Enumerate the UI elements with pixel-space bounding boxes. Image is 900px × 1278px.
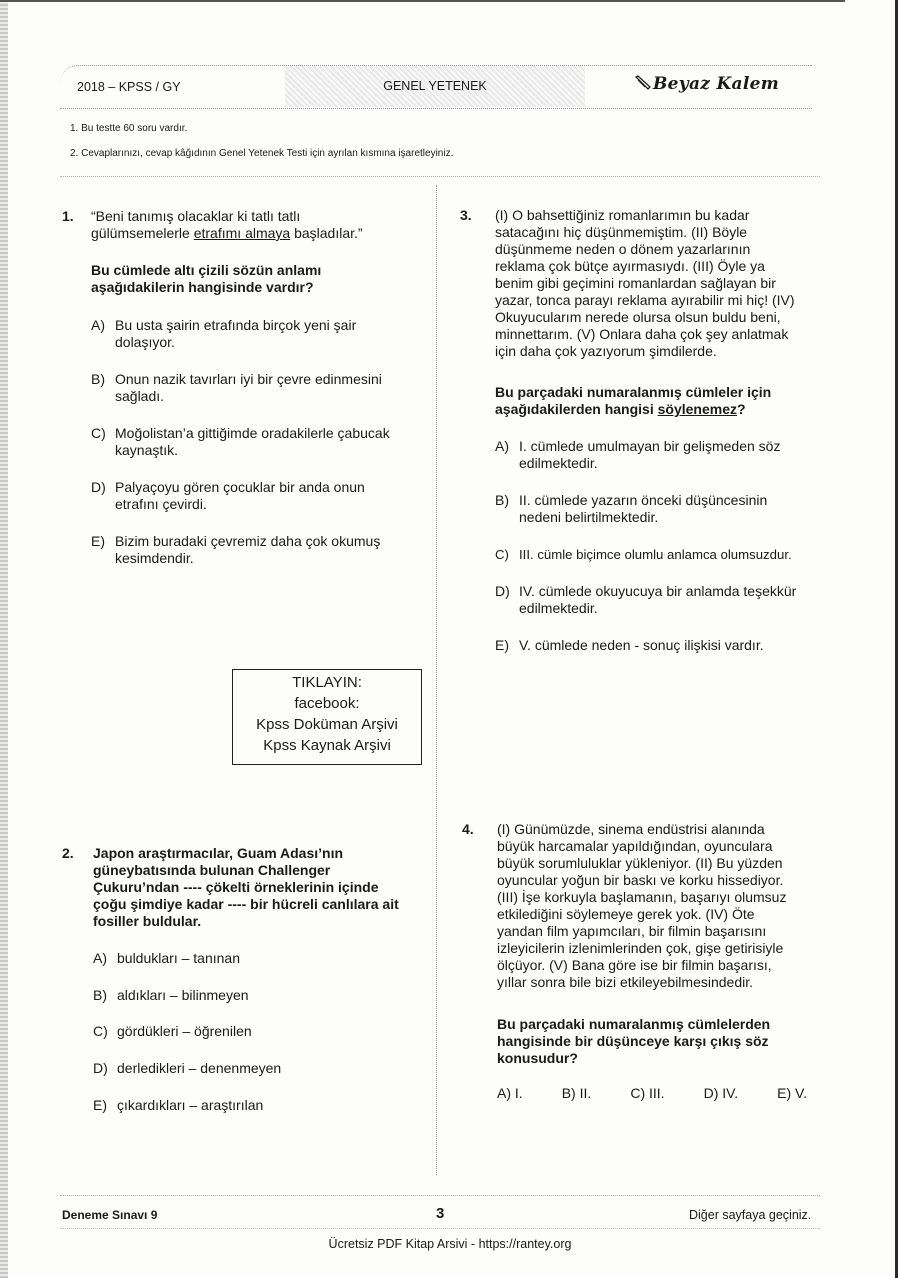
page-number: 3 — [436, 1205, 445, 1222]
question-4-stem: (I) Günümüzde, sinema endüstrisi alanında büyük harcamalar yapıldığından, oyunculara büyük sorumluluklar yükleniyor. (II) Bu yüzden oyuncular yoğun bir baskı ve korku hissediyor. (III) İşe korkuyla başlamanın, başarıyı olumsuz etkilediğini söylemeye gerek yok. (IV) Öte yandan film yapımcıları, bir filmin başarısını izleyicilerin izlenimlerinden çok, gişe getirisiyle ölçüyor. (V) Bana göre ise bir filmin başarısı, yıllar sonra bile bizi etkileyebilmesindedir. — [497, 821, 787, 990]
instruction-divider — [60, 176, 820, 177]
question-3-option-e[interactable]: E) V. cümlede neden - sonuç ilişkisi vardır. — [495, 637, 764, 653]
brand-logo — [635, 74, 779, 94]
instruction-2: 2. Cevaplarınızı, cevap kâğıdının Genel Yetenek Testi için ayrılan kısmına işaretleyiniz. — [70, 148, 454, 159]
pen-icon — [635, 75, 651, 91]
promo-line: Kpss Kaynak Arşivi — [263, 737, 391, 754]
question-2-option-b[interactable]: B) aldıkları – bilinmeyen — [93, 987, 249, 1003]
footer-divider-2 — [60, 1228, 820, 1229]
question-4-option-c[interactable]: C) III. — [630, 1085, 665, 1101]
question-2-option-d[interactable]: D) derledikleri – denenmeyen — [93, 1060, 282, 1076]
question-2-option-e[interactable]: E) çıkardıkları – araştırılan — [93, 1097, 264, 1113]
question-2-option-a[interactable]: A) buldukları – tanınan — [93, 950, 240, 966]
question-2-option-c[interactable]: C) gördükleri – öğrenilen — [93, 1023, 252, 1039]
question-3-option-a[interactable]: A) I. cümlede umulmayan bir gelişmeden söz edilmektedir. — [495, 438, 781, 471]
question-number: 4. — [462, 821, 474, 837]
underlined-phrase: etrafımı almaya — [193, 225, 291, 241]
question-3-option-b[interactable]: B) II. cümlede yazarın önceki düşüncesinin nedeni belirtilmektedir. — [495, 492, 768, 525]
footer-divider — [60, 1195, 820, 1196]
question-number: 2. — [62, 845, 74, 861]
question-number: 3. — [460, 207, 472, 223]
instruction-1: 1. Bu testte 60 soru vardır. — [70, 123, 188, 134]
question-4-options — [497, 1085, 807, 1101]
question-1-option-b[interactable]: B) Onun nazik tavırları iyi bir çevre edinmesini sağladı. — [91, 371, 382, 404]
question-3-option-d[interactable]: D) IV. cümlede okuyucuya bir anlamda teşekkür edilmektedir. — [495, 583, 797, 616]
top-rule — [0, 0, 845, 2]
question-1-prompt: Bu cümlede altı çizili sözün anlamı aşağıdakilerin hangisinde vardır? — [91, 262, 322, 295]
question-1-option-c[interactable]: C) Moğolistan’a gittiğimde oradakilerle çabucak kaynaştık. — [91, 425, 390, 458]
scan-edge-left — [0, 0, 8, 1278]
question-1-option-d[interactable]: D) Palyaçoyu gören çocuklar bir anda onun etrafını çevirdi. — [91, 479, 365, 512]
question-4-option-b[interactable]: B) II. — [561, 1085, 592, 1101]
question-4-option-d[interactable]: D) IV. — [703, 1085, 739, 1101]
column-divider — [436, 185, 437, 1175]
question-2-stem: Japon araştırmacılar, Guam Adası’nın güneybatısında bulunan Challenger Çukuru’ndan ---- çökelti örneklerinin içinde çoğu şimdiye kadar ---- bir hücreli canlılara ait fosiller buldular. — [93, 845, 399, 929]
question-1-option-e[interactable]: E) Bizim buradaki çevremiz daha çok okumuş kesimdendir. — [91, 533, 381, 566]
underlined-word: söylenemez — [657, 401, 737, 417]
question-3-option-c[interactable]: C) III. cümle biçimce olumlu anlamca olumsuzdur. — [495, 547, 792, 562]
question-4-option-a[interactable]: A) I. — [497, 1085, 523, 1101]
next-page-note: Diğer sayfaya geçiniz. — [689, 1208, 812, 1222]
stem-line: gülümsemelerle etrafımı almaya başladılar.” — [91, 225, 363, 241]
promo-line: TIKLAYIN: — [292, 674, 362, 691]
exam-name: Deneme Sınavı 9 — [62, 1208, 158, 1222]
scan-edge-right — [895, 0, 898, 1278]
source-link[interactable]: Ücretsiz PDF Kitap Arsivi - https://rantey.org — [328, 1237, 572, 1251]
promo-line: Kpss Doküman Arşivi — [256, 716, 398, 733]
question-3-stem: (I) O bahsettiğiniz romanlarımın bu kadar satacağını hiç düşünmemiştim. (II) Böyle düşünmeme neden o dönem yazarlarının reklama çok bütçe ayırmasıydı. (III) Öyle ya benim gibi geçimini romanlardan sağlayan bir yazar, tonca parayı reklama ayırabilir mi hiç! (IV) Okuyucularım nerede olursa olsun buldu beni, minnettarım. (V) Onlara daha çok şey anlatmak için daha çok yazıyorum şimdilerde. — [495, 207, 795, 359]
question-4-prompt: Bu parçadaki numaralanmış cümlelerden hangisinde bir düşünceye karşı çıkış söz konusudur? — [497, 1016, 771, 1066]
promo-box[interactable] — [232, 669, 422, 765]
question-4-option-e[interactable]: E) V. — [777, 1085, 807, 1101]
question-number: 1. — [62, 208, 74, 224]
question-1-option-a[interactable]: A) Bu usta şairin etrafında birçok yeni şair dolaşıyor. — [91, 317, 357, 350]
stem-line: “Beni tanımış olacaklar ki tatlı tatlı — [91, 208, 301, 224]
promo-line: facebook: — [294, 695, 360, 712]
section-title: GENEL YETENEK — [285, 66, 585, 107]
question-3-prompt: Bu parçadaki numaralanmış cümleler için aşağıdakilerden hangisi söylenemez? — [495, 384, 772, 417]
question-1-stem — [91, 208, 421, 242]
exam-label: 2018 – KPSS / GY — [77, 80, 181, 94]
brand-name: Beyaz Kalem — [653, 74, 780, 94]
